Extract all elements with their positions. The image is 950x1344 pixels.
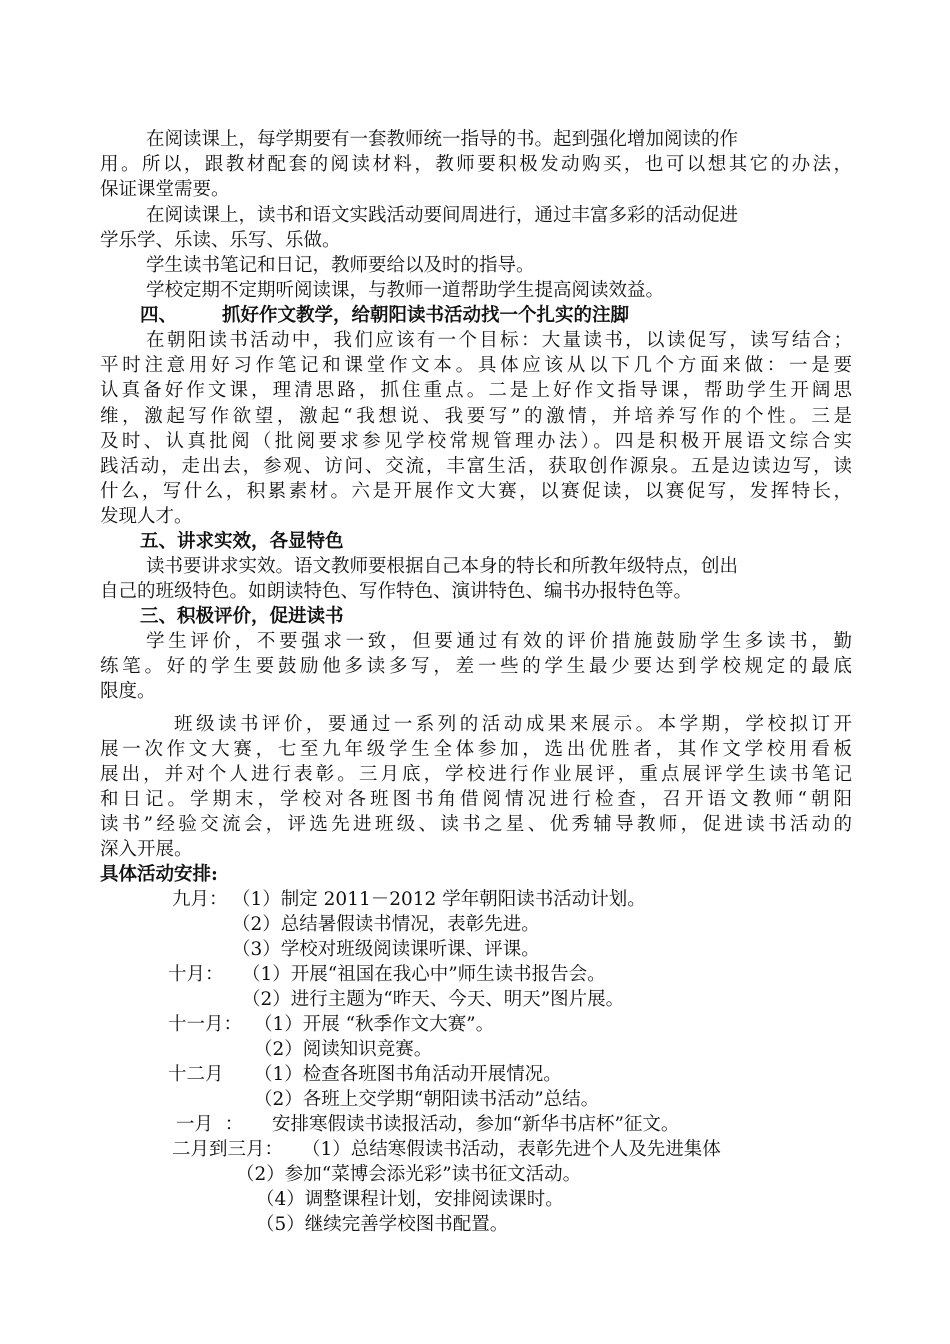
september-item-3: （3）学校对班级阅读课听课、评课。 <box>232 939 540 960</box>
feb-mar-item-1: （1）总结寒假读书活动，表彰先进个人及先进集体 <box>302 1139 721 1160</box>
p1-line3: 保证课堂需要。 <box>100 179 230 200</box>
p5-line6: 践活动，走出去，参观、访问、交流，丰富生活，获取创作源泉。五是边读边写，读 <box>100 456 852 477</box>
p7-line3: 限度。 <box>100 681 156 702</box>
p5-line2: 平时注意用好习作笔记和课堂作文本。具体应该从以下几个方面来做：一是要 <box>100 355 852 376</box>
november-item-1: （1）开展 “秋季作文大赛”。 <box>254 1014 495 1035</box>
p8-line2: 展一次作文大赛，七至九年级学生全体参加，选出优胜者，其作文学校用看板 <box>100 739 852 760</box>
october-item-1: （1）开展“祖国在我心中”师生读书报告会。 <box>242 964 606 985</box>
september-label: 九月： <box>172 889 228 910</box>
heading-3: 三、积极评价，促进读书 <box>140 606 344 627</box>
december-item-2: （2）各班上交学期“朝阳读书活动”总结。 <box>254 1089 600 1110</box>
january-item: 安排寒假读书读报活动，参加“新华书店杯”征文。 <box>272 1114 680 1135</box>
p5-line4: 维，激起写作欲望，激起“我想说、我要写”的激情，并培养写作的个性。三是 <box>100 406 852 427</box>
p3-line: 学生读书笔记和日记，教师要给以及时的指导。 <box>146 255 535 276</box>
september-item-1: （1）制定 2011－2012 学年朝阳读书活动计划。 <box>232 889 646 910</box>
october-item-2: （2）进行主题为“昨天、今天、明天”图片展。 <box>242 989 625 1010</box>
p5-line8: 发现人才。 <box>100 506 193 527</box>
p5-line5: 及时、认真批阅（批阅要求参见学校常规管理办法）。四是积极开展语文综合实 <box>100 431 852 452</box>
p2-line2: 学乐学、乐读、乐写、乐做。 <box>100 230 341 251</box>
january-label: 一月 ： <box>176 1114 244 1135</box>
feb-mar-item-5: （5）继续完善学校图书配置。 <box>256 1214 509 1235</box>
p1-line2: 用。所以，跟教材配套的阅读材料，教师要积极发动购买，也可以想其它的办法， <box>100 154 852 175</box>
november-label: 十一月： <box>168 1014 243 1035</box>
feb-mar-label: 二月到三月： <box>172 1139 284 1160</box>
p4-line: 学校定期不定期听阅读课，与教师一道帮助学生提高阅读效益。 <box>146 280 665 301</box>
p7-line2: 练笔。好的学生要鼓励他多读多写，差一些的学生最少要达到学校规定的最底 <box>100 656 852 677</box>
october-label: 十月： <box>168 964 224 985</box>
december-item-1: （1）检查各班图书角活动开展情况。 <box>254 1064 562 1085</box>
p6-line1: 读书要讲求实效。语文教师要根据自己本身的特长和所教年级特点，创出 <box>146 556 739 577</box>
p8-line4: 和日记。学期末，学校对各班图书角借阅情况进行检查，召开语文教师“朝阳 <box>100 789 852 810</box>
p7-line1: 学生评价，不要强求一致，但要通过有效的评价措施鼓励学生多读书，勤 <box>146 631 852 652</box>
p8-line6: 深入开展。 <box>100 839 193 860</box>
december-label: 十二月 <box>168 1064 224 1085</box>
p8-line5: 读书”经验交流会，评选先进班级、读书之星、优秀辅导教师，促进读书活动的 <box>100 814 852 835</box>
p2-line1: 在阅读课上，读书和语文实践活动要间周进行，通过丰富多彩的活动促进 <box>146 205 739 226</box>
p5-line7: 什么，写什么，积累素材。六是开展作文大赛，以赛促读，以赛促写，发挥特长， <box>100 481 852 502</box>
p1-line1: 在阅读课上，每学期要有一套教师统一指导的书。起到强化增加阅读的作 <box>146 129 739 150</box>
p5-line1: 在朝阳读书活动中，我们应该有一个目标：大量读书，以读促写，读写结合； <box>146 330 852 351</box>
heading-4-text: 抓好作文教学，给朝阳读书活动找一个扎实的注脚 <box>222 305 630 326</box>
schedule-heading: 具体活动安排: <box>100 864 218 885</box>
september-item-2: （2）总结暑假读书情况，表彰先进。 <box>232 914 540 935</box>
p6-line2: 自己的班级特色。如朗读特色、写作特色、演讲特色、编书办报特色等。 <box>100 581 693 602</box>
p8-line1: 班级读书评价，要通过一系列的活动成果来展示。本学期，学校拟订开 <box>174 714 852 735</box>
feb-mar-item-4: （4）调整课程计划，安排阅读课时。 <box>256 1189 564 1210</box>
heading-5: 五、讲求实效，各显特色 <box>140 531 344 552</box>
heading-4-number: 四、 <box>140 305 178 326</box>
p8-line3: 展出，并对个人进行表彰。三月底，学校进行作业展评，重点展评学生读书笔记 <box>100 764 852 785</box>
november-item-2: （2）阅读知识竞赛。 <box>254 1039 433 1060</box>
feb-mar-item-2: （2）参加“菜博会添光彩”读书征文活动。 <box>236 1164 582 1185</box>
p5-line3: 认真备好作文课，理清思路，抓住重点。二是上好作文指导课，帮助学生开阔思 <box>100 380 852 401</box>
